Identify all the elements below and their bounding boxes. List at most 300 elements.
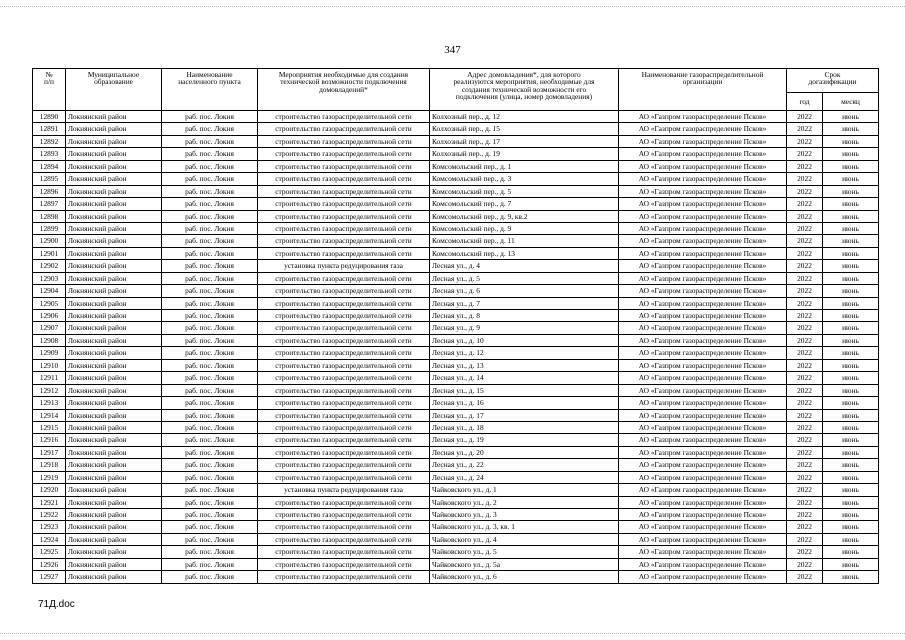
cell-municipality: Локнянский район [66, 446, 162, 458]
row-number: 12899 [33, 222, 66, 234]
cell-month: июнь [823, 322, 879, 334]
cell-measure: строительство газораспределительной сети [258, 272, 430, 284]
cell-organization: АО «Газпром газораспределение Псков» [619, 322, 787, 334]
cell-month: июнь [823, 235, 879, 247]
table-row [33, 334, 879, 346]
row-number: 12926 [33, 558, 66, 570]
cell-organization: АО «Газпром газораспределение Псков» [619, 272, 787, 284]
table-row [33, 571, 879, 583]
row-number: 12915 [33, 421, 66, 433]
cell-year: 2022 [787, 558, 823, 570]
cell-month: июнь [823, 297, 879, 309]
cell-settlement: раб. пос. Локня [162, 459, 258, 471]
cell-year: 2022 [787, 235, 823, 247]
cell-month: июнь [823, 135, 879, 147]
cell-settlement: раб. пос. Локня [162, 222, 258, 234]
cell-month: июнь [823, 471, 879, 483]
row-number: 12918 [33, 459, 66, 471]
row-number: 12907 [33, 322, 66, 334]
cell-municipality: Локнянский район [66, 397, 162, 409]
cell-settlement: раб. пос. Локня [162, 135, 258, 147]
scan-border-top [0, 6, 905, 7]
cell-measure: строительство газораспределительной сети [258, 111, 430, 123]
cell-settlement: раб. пос. Локня [162, 198, 258, 210]
cell-municipality: Локнянский район [66, 111, 162, 123]
cell-organization: АО «Газпром газораспределение Псков» [619, 384, 787, 396]
cell-organization: АО «Газпром газораспределение Псков» [619, 111, 787, 123]
cell-municipality: Локнянский район [66, 185, 162, 197]
row-number: 12925 [33, 546, 66, 558]
cell-month: июнь [823, 310, 879, 322]
cell-year: 2022 [787, 272, 823, 284]
cell-organization: АО «Газпром газораспределение Псков» [619, 310, 787, 322]
cell-settlement: раб. пос. Локня [162, 397, 258, 409]
cell-measure: установка пункта редуцирования газа [258, 260, 430, 272]
header-municipality [66, 69, 162, 111]
cell-year: 2022 [787, 471, 823, 483]
cell-measure: установка пункта редуцирования газа [258, 484, 430, 496]
cell-organization: АО «Газпром газораспределение Псков» [619, 260, 787, 272]
cell-year: 2022 [787, 397, 823, 409]
cell-month: июнь [823, 533, 879, 545]
cell-measure: строительство газораспределительной сети [258, 247, 430, 259]
cell-municipality: Локнянский район [66, 571, 162, 583]
row-number: 12914 [33, 409, 66, 421]
cell-month: июнь [823, 409, 879, 421]
cell-organization: АО «Газпром газораспределение Псков» [619, 247, 787, 259]
cell-month: июнь [823, 509, 879, 521]
cell-measure: строительство газораспределительной сети [258, 210, 430, 222]
cell-address: Комсомольский пер., д. 13 [430, 247, 619, 259]
cell-organization: АО «Газпром газораспределение Псков» [619, 471, 787, 483]
cell-settlement: раб. пос. Локня [162, 533, 258, 545]
cell-settlement: раб. пос. Локня [162, 409, 258, 421]
header-address [430, 69, 619, 111]
cell-municipality: Локнянский район [66, 372, 162, 384]
table-row [33, 546, 879, 558]
cell-organization: АО «Газпром газораспределение Псков» [619, 148, 787, 160]
table-row [33, 135, 879, 147]
cell-address: Чайковского ул., д. 3 [430, 509, 619, 521]
cell-organization: АО «Газпром газораспределение Псков» [619, 135, 787, 147]
cell-settlement: раб. пос. Локня [162, 359, 258, 371]
cell-municipality: Локнянский район [66, 334, 162, 346]
cell-measure: строительство газораспределительной сети [258, 459, 430, 471]
cell-month: июнь [823, 359, 879, 371]
cell-settlement: раб. пос. Локня [162, 471, 258, 483]
cell-settlement: раб. пос. Локня [162, 322, 258, 334]
cell-address: Комсомольский пер., д. 1 [430, 160, 619, 172]
cell-address: Комсомольский пер., д. 9, кв.2 [430, 210, 619, 222]
table-row [33, 347, 879, 359]
cell-month: июнь [823, 434, 879, 446]
cell-year: 2022 [787, 533, 823, 545]
row-number: 12916 [33, 434, 66, 446]
cell-measure: строительство газораспределительной сети [258, 285, 430, 297]
cell-address: Колхозный пер., д. 12 [430, 111, 619, 123]
cell-settlement: раб. пос. Локня [162, 272, 258, 284]
cell-municipality: Локнянский район [66, 272, 162, 284]
cell-year: 2022 [787, 372, 823, 384]
cell-municipality: Локнянский район [66, 173, 162, 185]
cell-organization: АО «Газпром газораспределение Псков» [619, 521, 787, 533]
cell-month: июнь [823, 185, 879, 197]
cell-municipality: Локнянский район [66, 496, 162, 508]
cell-measure: строительство газораспределительной сети [258, 421, 430, 433]
table-row [33, 558, 879, 570]
table-row [33, 484, 879, 496]
cell-municipality: Локнянский район [66, 310, 162, 322]
cell-organization: АО «Газпром газораспределение Псков» [619, 210, 787, 222]
cell-address: Лесная ул., д. 19 [430, 434, 619, 446]
cell-measure: строительство газораспределительной сети [258, 533, 430, 545]
table-row [33, 434, 879, 446]
cell-address: Лесная ул., д. 24 [430, 471, 619, 483]
cell-measure: строительство газораспределительной сети [258, 397, 430, 409]
header-org-text: Наименование газораспределительной организации [641, 70, 764, 87]
header-num [33, 69, 66, 111]
cell-measure: строительство газораспределительной сети [258, 571, 430, 583]
cell-year: 2022 [787, 322, 823, 334]
header-municipality-text: Муниципальное образование [87, 70, 140, 87]
cell-year: 2022 [787, 521, 823, 533]
table-row [33, 148, 879, 160]
row-number: 12911 [33, 372, 66, 384]
cell-organization: АО «Газпром газораспределение Псков» [619, 173, 787, 185]
cell-month: июнь [823, 334, 879, 346]
cell-month: июнь [823, 160, 879, 172]
cell-measure: строительство газораспределительной сети [258, 135, 430, 147]
cell-measure: строительство газораспределительной сети [258, 384, 430, 396]
row-number: 12906 [33, 310, 66, 322]
cell-municipality: Локнянский район [66, 235, 162, 247]
cell-settlement: раб. пос. Локня [162, 160, 258, 172]
cell-address: Чайковского ул., д. 3, кв. 1 [430, 521, 619, 533]
cell-municipality: Локнянский район [66, 409, 162, 421]
cell-month: июнь [823, 546, 879, 558]
cell-year: 2022 [787, 384, 823, 396]
table-row [33, 210, 879, 222]
header-org [619, 69, 787, 111]
cell-month: июнь [823, 222, 879, 234]
cell-municipality: Локнянский район [66, 247, 162, 259]
cell-measure: строительство газораспределительной сети [258, 558, 430, 570]
table-row [33, 272, 879, 284]
cell-organization: АО «Газпром газораспределение Псков» [619, 334, 787, 346]
cell-address: Лесная ул., д. 12 [430, 347, 619, 359]
cell-organization: АО «Газпром газораспределение Псков» [619, 484, 787, 496]
header-month: месяц [823, 93, 879, 111]
cell-address: Лесная ул., д. 15 [430, 384, 619, 396]
header-term-text: Срок догазификации [808, 70, 857, 87]
cell-year: 2022 [787, 297, 823, 309]
cell-year: 2022 [787, 123, 823, 135]
cell-organization: АО «Газпром газораспределение Псков» [619, 372, 787, 384]
table-row [33, 123, 879, 135]
cell-month: июнь [823, 148, 879, 160]
cell-municipality: Локнянский район [66, 509, 162, 521]
row-number: 12896 [33, 185, 66, 197]
table-row [33, 173, 879, 185]
table-row [33, 111, 879, 123]
cell-measure: строительство газораспределительной сети [258, 409, 430, 421]
cell-settlement: раб. пос. Локня [162, 297, 258, 309]
cell-address: Лесная ул., д. 6 [430, 285, 619, 297]
table-row [33, 533, 879, 545]
cell-year: 2022 [787, 260, 823, 272]
cell-year: 2022 [787, 210, 823, 222]
row-number: 12919 [33, 471, 66, 483]
table-row [33, 409, 879, 421]
cell-settlement: раб. пос. Локня [162, 421, 258, 433]
header-measures [258, 69, 430, 111]
cell-address: Чайковского ул., д. 5 [430, 546, 619, 558]
cell-settlement: раб. пос. Локня [162, 285, 258, 297]
cell-measure: строительство газораспределительной сети [258, 509, 430, 521]
cell-address: Лесная ул., д. 17 [430, 409, 619, 421]
cell-organization: АО «Газпром газораспределение Псков» [619, 409, 787, 421]
row-number: 12917 [33, 446, 66, 458]
cell-municipality: Локнянский район [66, 160, 162, 172]
cell-month: июнь [823, 260, 879, 272]
cell-municipality: Локнянский район [66, 322, 162, 334]
cell-year: 2022 [787, 459, 823, 471]
row-number: 12895 [33, 173, 66, 185]
cell-municipality: Локнянский район [66, 533, 162, 545]
cell-organization: АО «Газпром газораспределение Псков» [619, 359, 787, 371]
cell-year: 2022 [787, 347, 823, 359]
cell-settlement: раб. пос. Локня [162, 247, 258, 259]
cell-settlement: раб. пос. Локня [162, 558, 258, 570]
cell-address: Чайковского ул., д. 2 [430, 496, 619, 508]
cell-year: 2022 [787, 148, 823, 160]
cell-organization: АО «Газпром газораспределение Псков» [619, 533, 787, 545]
row-number: 12891 [33, 123, 66, 135]
cell-measure: строительство газораспределительной сети [258, 496, 430, 508]
cell-settlement: раб. пос. Локня [162, 334, 258, 346]
row-number: 12904 [33, 285, 66, 297]
table-row [33, 471, 879, 483]
page-number: 347 [444, 44, 461, 56]
cell-settlement: раб. пос. Локня [162, 384, 258, 396]
cell-month: июнь [823, 210, 879, 222]
cell-measure: строительство газораспределительной сети [258, 297, 430, 309]
cell-address: Лесная ул., д. 5 [430, 272, 619, 284]
cell-month: июнь [823, 421, 879, 433]
row-number: 12898 [33, 210, 66, 222]
cell-settlement: раб. пос. Локня [162, 210, 258, 222]
cell-municipality: Локнянский район [66, 384, 162, 396]
table-row [33, 198, 879, 210]
table-row [33, 496, 879, 508]
cell-municipality: Локнянский район [66, 434, 162, 446]
cell-measure: строительство газораспределительной сети [258, 173, 430, 185]
cell-address: Комсомольский пер., д. 7 [430, 198, 619, 210]
table-row [33, 285, 879, 297]
cell-organization: АО «Газпром газораспределение Псков» [619, 297, 787, 309]
cell-settlement: раб. пос. Локня [162, 496, 258, 508]
table-row [33, 222, 879, 234]
cell-municipality: Локнянский район [66, 347, 162, 359]
cell-month: июнь [823, 446, 879, 458]
cell-year: 2022 [787, 135, 823, 147]
cell-address: Чайковского ул., д. 4 [430, 533, 619, 545]
cell-organization: АО «Газпром газораспределение Псков» [619, 397, 787, 409]
table-row [33, 247, 879, 259]
table-row [33, 297, 879, 309]
cell-address: Комсомольский пер., д. 5 [430, 185, 619, 197]
cell-measure: строительство газораспределительной сети [258, 546, 430, 558]
cell-municipality: Локнянский район [66, 359, 162, 371]
cell-organization: АО «Газпром газораспределение Псков» [619, 185, 787, 197]
header-settlement-text: Наименование населенного пункта [178, 70, 241, 87]
cell-municipality: Локнянский район [66, 459, 162, 471]
cell-settlement: раб. пос. Локня [162, 571, 258, 583]
row-number: 12921 [33, 496, 66, 508]
cell-organization: АО «Газпром газораспределение Псков» [619, 459, 787, 471]
cell-organization: АО «Газпром газораспределение Псков» [619, 222, 787, 234]
cell-organization: АО «Газпром газораспределение Псков» [619, 496, 787, 508]
table-row [33, 421, 879, 433]
row-number: 12910 [33, 359, 66, 371]
cell-municipality: Локнянский район [66, 546, 162, 558]
table-row [33, 459, 879, 471]
cell-month: июнь [823, 173, 879, 185]
cell-organization: АО «Газпром газораспределение Псков» [619, 347, 787, 359]
gasification-table [32, 68, 879, 584]
cell-municipality: Локнянский район [66, 210, 162, 222]
cell-organization: АО «Газпром газораспределение Псков» [619, 509, 787, 521]
cell-year: 2022 [787, 434, 823, 446]
cell-year: 2022 [787, 285, 823, 297]
cell-municipality: Локнянский район [66, 260, 162, 272]
cell-municipality: Локнянский район [66, 297, 162, 309]
footer-filename: 71Д.doc [38, 599, 75, 610]
cell-year: 2022 [787, 173, 823, 185]
cell-organization: АО «Газпром газораспределение Псков» [619, 571, 787, 583]
cell-municipality: Локнянский район [66, 558, 162, 570]
cell-organization: АО «Газпром газораспределение Псков» [619, 123, 787, 135]
cell-settlement: раб. пос. Локня [162, 434, 258, 446]
table-row [33, 310, 879, 322]
cell-measure: строительство газораспределительной сети [258, 521, 430, 533]
table-row [33, 359, 879, 371]
cell-organization: АО «Газпром газораспределение Псков» [619, 160, 787, 172]
cell-organization: АО «Газпром газораспределение Псков» [619, 558, 787, 570]
cell-year: 2022 [787, 421, 823, 433]
cell-measure: строительство газораспределительной сети [258, 222, 430, 234]
cell-settlement: раб. пос. Локня [162, 521, 258, 533]
cell-settlement: раб. пос. Локня [162, 310, 258, 322]
cell-measure: строительство газораспределительной сети [258, 310, 430, 322]
cell-address: Лесная ул., д. 14 [430, 372, 619, 384]
cell-month: июнь [823, 372, 879, 384]
cell-year: 2022 [787, 409, 823, 421]
cell-address: Лесная ул., д. 16 [430, 397, 619, 409]
cell-year: 2022 [787, 160, 823, 172]
cell-year: 2022 [787, 198, 823, 210]
cell-address: Лесная ул., д. 22 [430, 459, 619, 471]
cell-year: 2022 [787, 334, 823, 346]
cell-measure: строительство газораспределительной сети [258, 160, 430, 172]
cell-address: Лесная ул., д. 20 [430, 446, 619, 458]
cell-municipality: Локнянский район [66, 123, 162, 135]
cell-municipality: Локнянский район [66, 222, 162, 234]
cell-year: 2022 [787, 222, 823, 234]
row-number: 12908 [33, 334, 66, 346]
cell-settlement: раб. пос. Локня [162, 509, 258, 521]
header-num-text: № п/п [44, 70, 54, 87]
cell-address: Лесная ул., д. 7 [430, 297, 619, 309]
cell-municipality: Локнянский район [66, 471, 162, 483]
cell-month: июнь [823, 496, 879, 508]
header-measures-text: Мероприятия необходимые для создания технической возможности подключения домовладений* [278, 70, 409, 94]
cell-month: июнь [823, 558, 879, 570]
cell-measure: строительство газораспределительной сети [258, 123, 430, 135]
row-number: 12890 [33, 111, 66, 123]
cell-month: июнь [823, 521, 879, 533]
cell-settlement: раб. пос. Локня [162, 185, 258, 197]
cell-settlement: раб. пос. Локня [162, 235, 258, 247]
cell-organization: АО «Газпром газораспределение Псков» [619, 285, 787, 297]
table-row [33, 372, 879, 384]
cell-settlement: раб. пос. Локня [162, 111, 258, 123]
cell-address: Колхозный пер., д. 17 [430, 135, 619, 147]
cell-address: Чайковского ул., д. 1 [430, 484, 619, 496]
row-number: 12920 [33, 484, 66, 496]
cell-municipality: Локнянский район [66, 148, 162, 160]
scan-border-bottom [0, 633, 905, 634]
cell-year: 2022 [787, 446, 823, 458]
row-number: 12893 [33, 148, 66, 160]
row-number: 12901 [33, 247, 66, 259]
row-number: 12894 [33, 160, 66, 172]
table-row [33, 260, 879, 272]
cell-address: Лесная ул., д. 4 [430, 260, 619, 272]
cell-year: 2022 [787, 359, 823, 371]
cell-year: 2022 [787, 310, 823, 322]
cell-month: июнь [823, 347, 879, 359]
cell-address: Лесная ул., д. 18 [430, 421, 619, 433]
cell-month: июнь [823, 397, 879, 409]
cell-municipality: Локнянский район [66, 285, 162, 297]
cell-year: 2022 [787, 509, 823, 521]
cell-month: июнь [823, 111, 879, 123]
row-number: 12909 [33, 347, 66, 359]
cell-measure: строительство газораспределительной сети [258, 446, 430, 458]
cell-settlement: раб. пос. Локня [162, 260, 258, 272]
cell-measure: строительство газораспределительной сети [258, 372, 430, 384]
cell-month: июнь [823, 459, 879, 471]
cell-address: Чайковского ул., д. 6 [430, 571, 619, 583]
cell-measure: строительство газораспределительной сети [258, 471, 430, 483]
cell-settlement: раб. пос. Локня [162, 372, 258, 384]
row-number: 12912 [33, 384, 66, 396]
row-number: 12903 [33, 272, 66, 284]
cell-municipality: Локнянский район [66, 484, 162, 496]
cell-municipality: Локнянский район [66, 198, 162, 210]
row-number: 12923 [33, 521, 66, 533]
cell-year: 2022 [787, 247, 823, 259]
table-row [33, 384, 879, 396]
cell-municipality: Локнянский район [66, 421, 162, 433]
row-number: 12924 [33, 533, 66, 545]
cell-settlement: раб. пос. Локня [162, 173, 258, 185]
row-number: 12892 [33, 135, 66, 147]
cell-measure: строительство газораспределительной сети [258, 235, 430, 247]
table-row [33, 521, 879, 533]
table-row [33, 185, 879, 197]
